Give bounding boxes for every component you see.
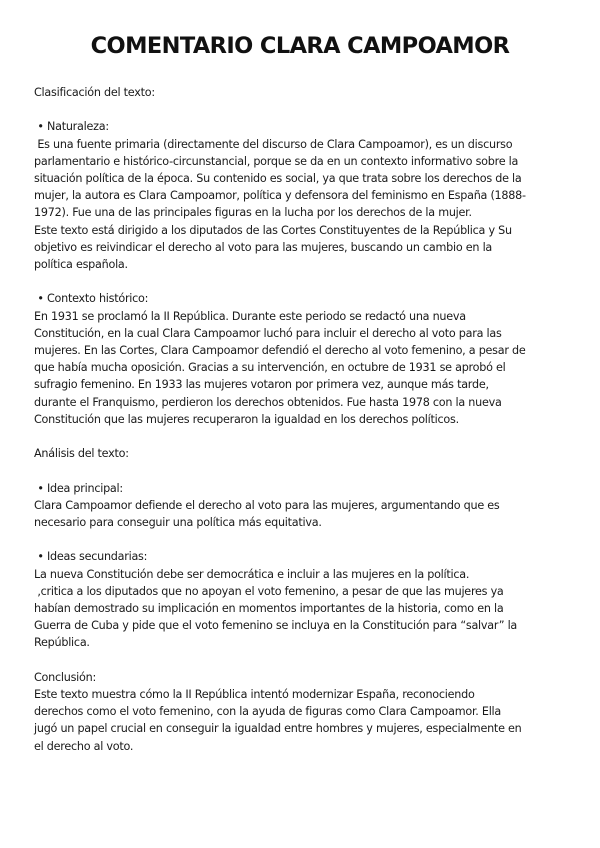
text-line: Clara Campoamor defiende el derecho al voto para las mujeres, argumentando que es	[34, 498, 500, 512]
spacer	[34, 531, 566, 548]
text-line: parlamentario e histórico-circunstancial, porque se da en un contexto informativo sobre la	[34, 154, 519, 168]
text-line: el derecho al voto.	[34, 739, 134, 753]
text-line: jugó un papel crucial en conseguir la igualdad entre hombres y mujeres, especialmente en	[34, 722, 522, 736]
text-line: Este texto muestra cómo la II República intentó modernizar España, reconociendo	[34, 688, 475, 702]
spacer	[34, 652, 566, 669]
nature-heading: • Naturaleza:	[34, 120, 109, 134]
text-line: Es una fuente primaria (directamente del discurso de Clara Campoamor), es un discurso	[34, 137, 513, 151]
main-idea-paragraph	[34, 497, 566, 531]
main-idea-heading: • Idea principal:	[34, 481, 123, 495]
text-line: La nueva Constitución debe ser democrática e incluir a las mujeres en la política.	[34, 567, 470, 581]
text-line: derechos como el voto femenino, con la ayuda de figuras como Clara Campoamor. Ella	[34, 705, 502, 719]
spacer	[34, 462, 566, 479]
text-line: habían demostrado su implicación en momentos importantes de la historia, como en la	[34, 602, 504, 616]
text-line: durante el Franquismo, perdieron los derechos obtenidos. Fue hasta 1978 con la nueva	[34, 395, 502, 409]
text-line: República.	[34, 636, 90, 650]
conclusion-paragraph	[34, 686, 566, 755]
nature-paragraph	[34, 136, 566, 274]
text-line: que había mucha oposición. Gracias a su intervención, en octubre de 1931 se aprobó el	[34, 361, 506, 375]
conclusion-heading: Conclusión:	[34, 670, 96, 684]
text-line: Constitución, en la cual Clara Campoamor luchó para incluir el derecho al voto para las	[34, 326, 502, 340]
text-line: Constitución que las mujeres recuperaron la igualdad en los derechos políticos.	[34, 412, 459, 426]
text-line: situación política de la época. Su contenido es social, ya que trata sobre los derechos de la	[34, 172, 522, 185]
context-heading: • Contexto histórico:	[34, 292, 149, 306]
spacer	[34, 428, 566, 445]
spacer	[34, 273, 566, 290]
context-paragraph	[34, 308, 566, 428]
text-line: mujer, la autora es Clara Campoamor, política y defensora del feminismo en España (1888-	[34, 189, 526, 203]
text-line: política española.	[34, 258, 128, 272]
text-line: Este texto está dirigido a los diputados de las Cortes Constituyentes de la República y Su	[34, 223, 512, 237]
text-line: sufragio femenino. En 1933 las mujeres votaron por primera vez, aunque más tarde,	[34, 378, 489, 392]
secondary-ideas-heading: • Ideas secundarias:	[34, 550, 148, 564]
text-line: En 1931 se proclamó la II República. Durante este periodo se redactó una nueva	[34, 309, 466, 323]
text-line: ,critica a los diputados que no apoyan el voto femenino, a pesar de que las mujeres ya	[34, 584, 504, 598]
text-line: 1972). Fue una de las principales figuras en la lucha por los derechos de la mujer.	[34, 206, 472, 220]
text-line: objetivo es reivindicar el derecho al voto para las mujeres, buscando un cambio en la	[34, 240, 493, 254]
text-line: Guerra de Cuba y pide que el voto femenino se incluya en la Constitución para “salvar” la	[34, 619, 518, 633]
secondary-ideas-paragraph	[34, 566, 566, 652]
analysis-heading: Análisis del texto:	[34, 447, 129, 461]
text-line: necesario para conseguir una política más equitativa.	[34, 516, 322, 530]
text-line: mujeres. En las Cortes, Clara Campoamor defendió el derecho al voto femenino, a pesar de	[34, 344, 526, 358]
classification-heading: Clasificación del texto:	[34, 86, 155, 99]
document-title: COMENTARIO CLARA CAMPOAMOR	[90, 33, 510, 59]
spacer	[34, 101, 566, 118]
